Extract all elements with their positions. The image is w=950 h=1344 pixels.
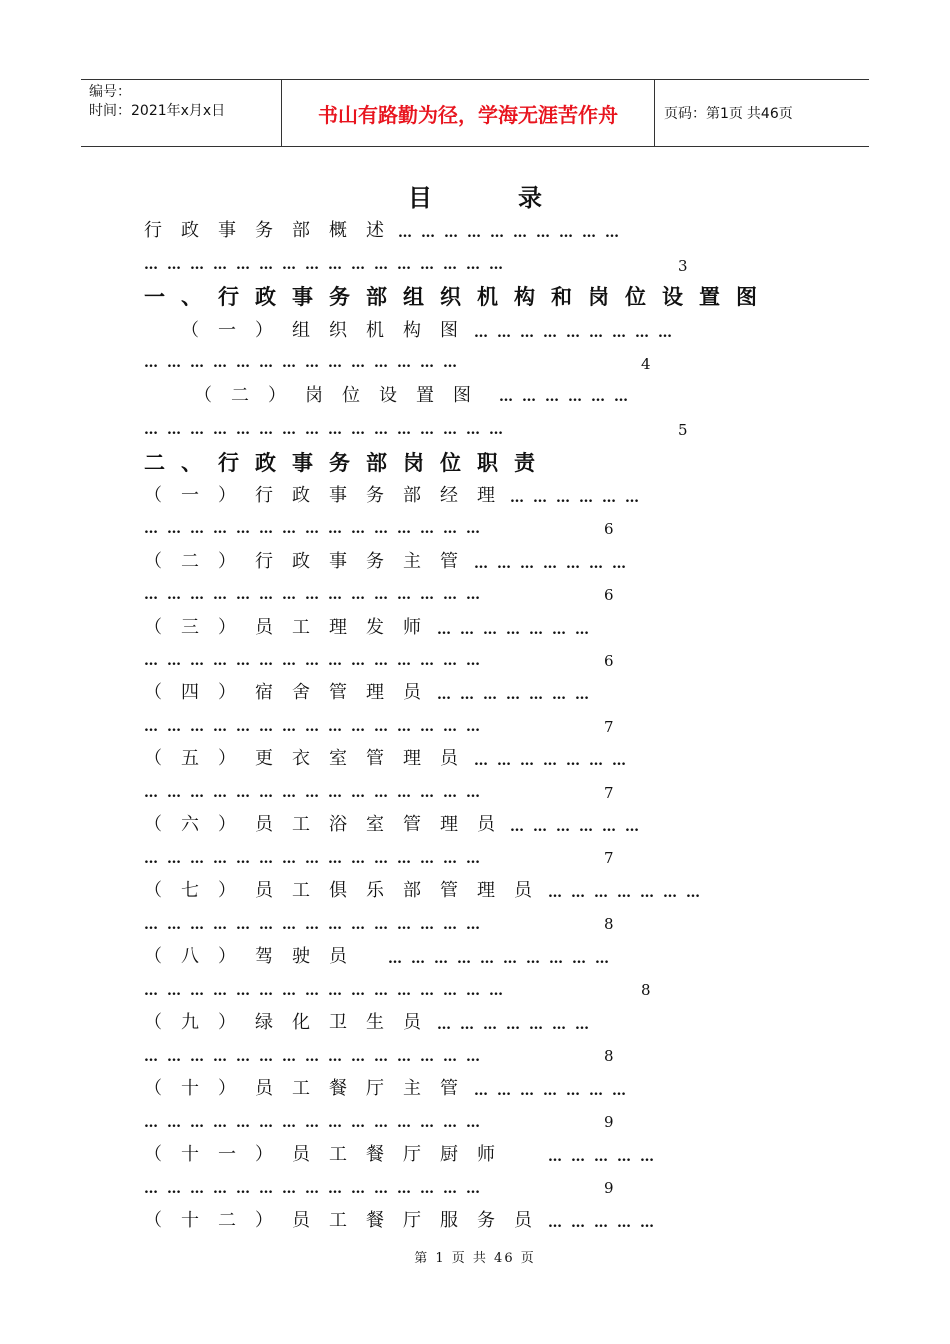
toc-page-number: 3 (678, 257, 688, 275)
toc-heading[interactable]: 一、行政事务部组织机构和岗位设置图 (144, 284, 773, 309)
toc-page-number: 6 (604, 520, 614, 538)
leader-dots-row: ……………………………………… (144, 1181, 489, 1197)
leader-dots-row: ……………………………………… (144, 851, 489, 867)
toc-entry-text[interactable]: （二）岗位设置图 (194, 385, 490, 406)
toc-entry-text[interactable]: （四）宿舍管理员 (144, 682, 440, 703)
leader-dots-row: ……………………………………… (144, 1049, 489, 1065)
leader-dots-row: ……………………………………… (144, 521, 489, 537)
toc-entry-text[interactable]: 行政事务部概述 (144, 220, 403, 241)
leader-dots-row: ………………… (437, 622, 598, 638)
leader-dots-row: ……………… (510, 490, 648, 506)
toc-page-number: 7 (604, 784, 614, 802)
leader-dots-row: …………… (548, 1215, 663, 1231)
toc-entry-text[interactable]: （九）绿化卫生员 (144, 1012, 440, 1033)
toc-entry-text[interactable]: （一）行政事务部经理 (144, 485, 514, 506)
toc-entry-text[interactable]: （一）组织机构图 (181, 320, 477, 341)
leader-dots-row: ………………… (474, 1083, 635, 1099)
toc-entry-text[interactable]: （二）行政事务主管 (144, 551, 477, 572)
page-label: 页码：第1页 (664, 106, 743, 122)
toc-entry-text[interactable]: （三）员工理发师 (144, 617, 440, 638)
leader-dots-row: ……………………………………… (144, 785, 489, 801)
leader-dots-row: ……………………… (474, 325, 681, 341)
leader-dots-row: ………………… (548, 885, 709, 901)
toc-entry-text[interactable]: （五）更衣室管理员 (144, 748, 477, 769)
toc-page-number: 9 (604, 1179, 614, 1197)
header-meta (81, 80, 281, 146)
leader-dots-row: ……………………………………… (144, 653, 489, 669)
toc-entry-text[interactable]: （十）员工餐厅主管 (144, 1078, 477, 1099)
toc-page-number: 9 (604, 1113, 614, 1131)
leader-dots-row: ……………… (499, 389, 637, 405)
leader-dots-row: ……………… (510, 819, 648, 835)
page-header (81, 79, 869, 147)
toc-page-number: 8 (641, 981, 651, 999)
motto-text: 书山有路勤为径，学海无涯苦作舟 (318, 102, 618, 127)
toc-entry-text[interactable]: （十二）员工餐厅服务员 (144, 1210, 551, 1231)
leader-dots-row: ………………………………………… (144, 983, 512, 999)
toc-page-number: 6 (604, 652, 614, 670)
leader-dots-row: ………………… (437, 1017, 598, 1033)
toc-entry-text[interactable]: （十一）员工餐厅厨师 (144, 1144, 514, 1165)
leader-dots-row: …………… (548, 1149, 663, 1165)
header-motto (281, 80, 655, 146)
leader-dots-row: ………………… (437, 687, 598, 703)
leader-dots-row: ………………………………………… (144, 422, 512, 438)
leader-dots-row: ……………………………………… (144, 587, 489, 603)
toc-entry-text[interactable]: （六）员工浴室管理员 (144, 814, 514, 835)
toc-heading[interactable]: 二、行政事务部岗位职责 (144, 450, 551, 475)
toc-entry-text[interactable]: （七）员工俱乐部管理员 (144, 880, 551, 901)
toc-page-number: 6 (604, 586, 614, 604)
toc-page-number: 4 (641, 355, 651, 373)
leader-dots-row: ………………… (474, 556, 635, 572)
leader-dots-row: ………………………………………… (144, 257, 512, 273)
number-label: 编号： (89, 84, 131, 100)
leader-dots-row: ……………………………………… (144, 917, 489, 933)
toc-page-number: 8 (604, 1047, 614, 1065)
leader-dots-row: …………………………………… (144, 355, 466, 371)
total-pages-label: 共46页 (746, 106, 793, 122)
toc-page-number: 5 (678, 421, 688, 439)
toc-page-number: 7 (604, 718, 614, 736)
toc-title: 目录 (408, 183, 628, 212)
toc-entry-text[interactable]: （八）驾驶员 (144, 946, 366, 967)
leader-dots-row: ………………… (474, 753, 635, 769)
leader-dots-row: ……………………………………… (144, 1115, 489, 1131)
header-page-info (655, 80, 869, 146)
toc-page-number: 8 (604, 915, 614, 933)
leader-dots-row: ………………………… (398, 225, 628, 241)
toc-page-number: 7 (604, 849, 614, 867)
page-footer: 第 1 页 共 46 页 (414, 1251, 536, 1266)
time-label: 时间：2021年x月x日 (89, 103, 226, 119)
leader-dots-row: ……………………………………… (144, 719, 489, 735)
leader-dots-row: ………………………… (388, 951, 618, 967)
